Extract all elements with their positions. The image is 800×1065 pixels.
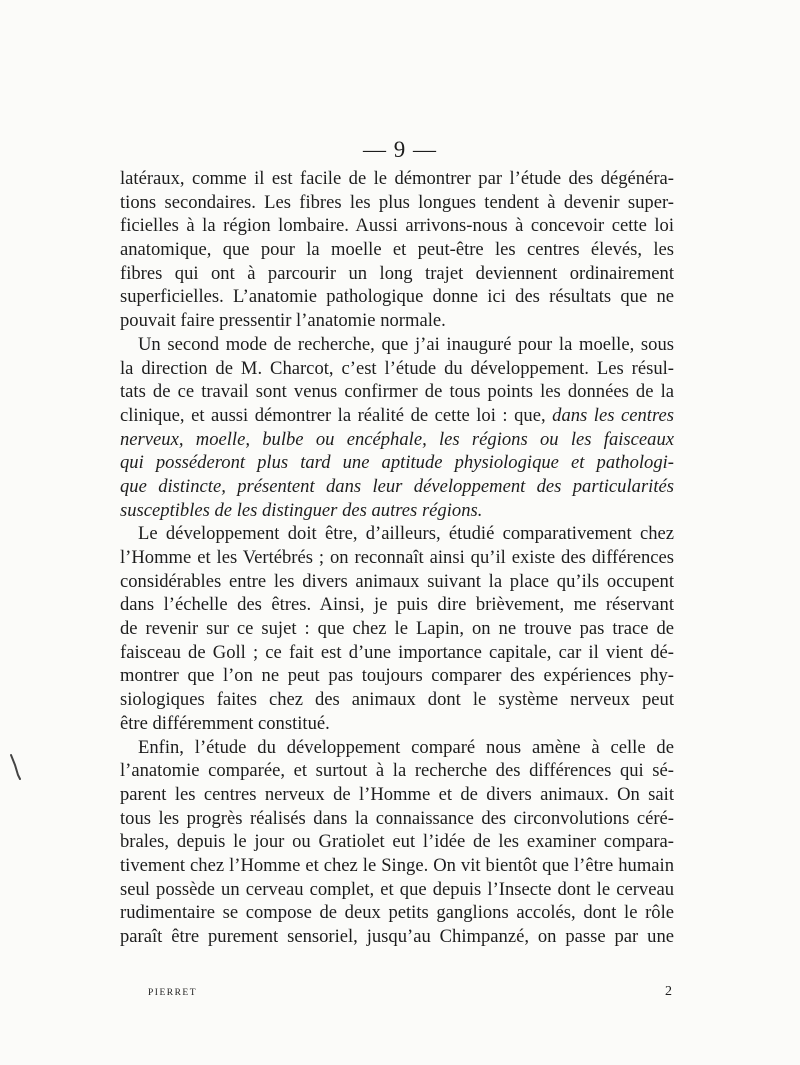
text-line: tous les progrès réalisés dans la connaissance des circonvolutions céré- <box>120 807 674 829</box>
text-line: Le développement doit être, d’ailleurs, étudié comparativement chez <box>138 523 674 545</box>
text-line: fibres qui ont à parcourir un long trajet deviennent ordinairement <box>120 262 674 284</box>
sheet-number: 2 <box>665 984 672 999</box>
text-line-roman-part: clinique, et aussi démontrer la réalité de cette loi : que, <box>120 404 546 426</box>
text-line: de revenir sur ce sujet : que chez le Lapin, on ne trouve pas trace de <box>120 618 674 640</box>
body-text <box>120 167 674 949</box>
text-line: brales, depuis le jour ou Gratiolet eut l’idée de les examiner compara- <box>120 831 674 853</box>
text-line: montrer que l’on ne peut pas toujours comparer des expériences phy- <box>120 665 674 687</box>
text-line: anatomique, que pour la moelle et peut-être les centres élevés, les <box>120 239 674 261</box>
text-line: que distincte, présentent dans leur développement des particularités <box>120 475 674 497</box>
text-line: tions secondaires. Les fibres les plus longues tendent à devenir super- <box>120 191 674 213</box>
page-number: — 9 — <box>363 137 437 162</box>
signature-mark: PIERRET <box>148 988 198 998</box>
text-line: parent les centres nerveux de l’Homme et de divers animaux. On sait <box>120 783 674 805</box>
text-line: dans l’échelle des êtres. Ainsi, je puis dire brièvement, me réservant <box>120 594 674 616</box>
text-line: faisceau de Goll ; ce fait est d’une importance capitale, car il vient dé- <box>120 641 674 663</box>
text-line: tats de ce travail sont venus confirmer de tous points les données de la <box>120 381 674 403</box>
text-line: Enfin, l’étude du développement comparé nous amène à celle de <box>138 736 674 758</box>
text-line: tivement chez l’Homme et chez le Singe. On vit bientôt que l’être humain <box>120 854 674 876</box>
text-line: latéraux, comme il est facile de le démontrer par l’étude des dégénéra- <box>120 168 674 189</box>
text-line: siologiques faites chez des animaux dont le système nerveux peut <box>120 689 674 711</box>
page-footer <box>148 984 680 1000</box>
text-line: susceptibles de les distinguer des autres régions. <box>120 499 483 521</box>
text-line: rudimentaire se compose de deux petits ganglions accolés, dont le rôle <box>120 902 674 924</box>
margin-stroke-mark <box>9 753 23 781</box>
text-line: qui posséderont plus tard une aptitude physiologique et pathologi- <box>120 452 674 474</box>
text-line: superficielles. L’anatomie pathologique donne ici des résultats que ne <box>120 286 674 308</box>
text-line: être différemment constitué. <box>120 712 330 734</box>
text-line-mixed <box>120 404 674 428</box>
text-line: l’anatomie comparée, et surtout à la recherche des différences qui sé- <box>120 760 674 782</box>
text-line: Un second mode de recherche, que j’ai inauguré pour la moelle, sous <box>138 333 674 355</box>
text-line: seul possède un cerveau complet, et que depuis l’Insecte dont le cerveau <box>120 878 674 900</box>
text-line: ficielles à la région lombaire. Aussi arrivons-nous à concevoir cette loi <box>120 215 674 237</box>
text-line: la direction de M. Charcot, c’est l’étude du développement. Les résul- <box>120 357 674 379</box>
text-line: l’Homme et les Vertébrés ; on reconnaît ainsi qu’il existe des différences <box>120 547 674 568</box>
text-line: considérables entre les divers animaux suivant la place qu’ils occupent <box>120 570 674 592</box>
text-line: nerveux, moelle, bulbe ou encéphale, les régions ou les faisceaux <box>120 428 674 450</box>
text-line: pouvait faire pressentir l’anatomie normale. <box>120 310 446 332</box>
text-line-italic-part: dans les centres <box>552 404 674 426</box>
text-line: paraît être purement sensoriel, jusqu’au Chimpanzé, on passe par une <box>120 926 674 947</box>
